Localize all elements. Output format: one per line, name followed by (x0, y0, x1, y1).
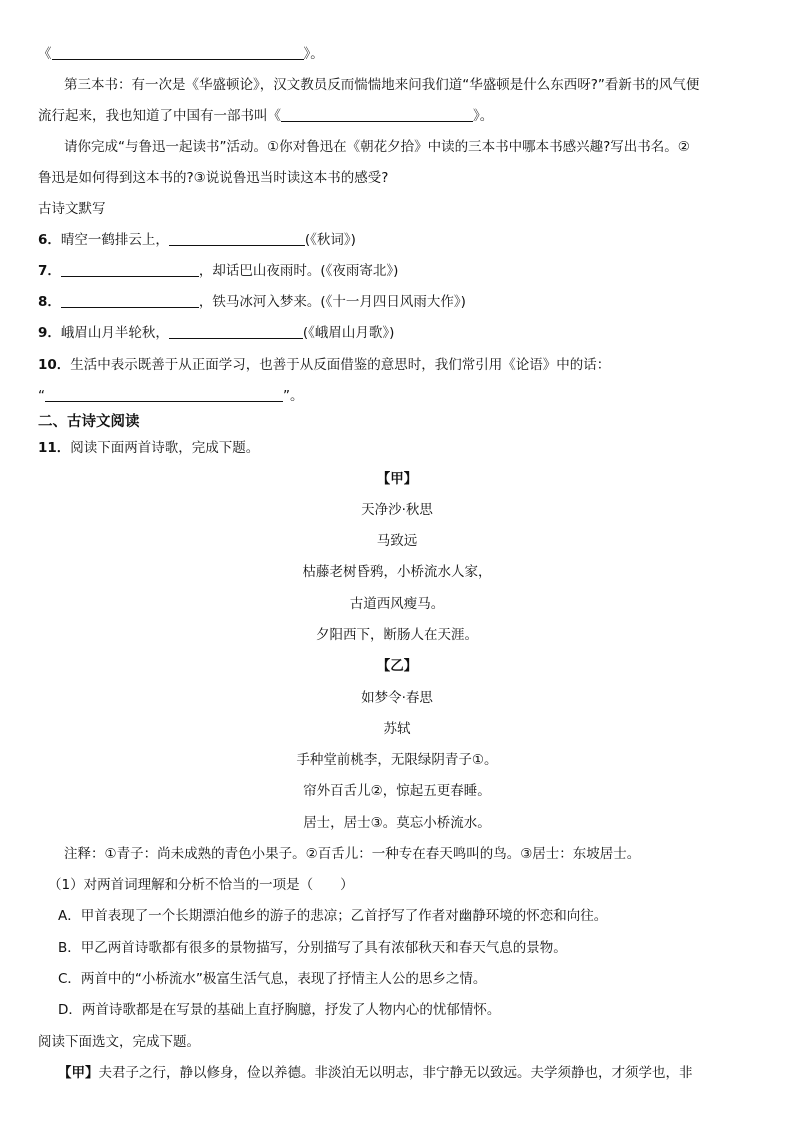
poem-jia-title: 天净沙·秋思 (361, 502, 433, 518)
reading-jia-text: 【甲】夫君子之行，静以修身，俭以养德。非淡泊无以明志，非宁静无以致远。夫学须静也，才须学也，非 (58, 1065, 693, 1081)
poem-jia-label: 【甲】 (376, 471, 418, 487)
answer-blank[interactable] (61, 293, 199, 308)
answer-blank[interactable] (61, 262, 199, 277)
option-b[interactable]: B．甲乙两首诗歌都有很多的景物描写，分别描写了具有浓郁秋天和春天气息的景物。 (58, 940, 567, 956)
book-title-blank-line: 《 》。 (38, 46, 324, 62)
poem-jia-author: 马致远 (376, 533, 418, 549)
task-text-line1: 请你完成“与鲁迅一起读书”活动。①你对鲁迅在《朝花夕拾》中读的三本书中哪本书感兴趣?写出书名。② (64, 139, 690, 155)
answer-blank[interactable] (169, 231, 305, 246)
poem-yi-title: 如梦令·春思 (361, 690, 433, 706)
poem-yi-author: 苏轼 (383, 721, 411, 737)
poem-yi-line3: 居士，居士③。莫忘小桥流水。 (303, 815, 491, 831)
question-11: 11．阅读下面两首诗歌，完成下题。 (38, 440, 260, 456)
answer-blank[interactable] (52, 45, 304, 60)
option-c[interactable]: C．两首中的“小桥流水”极富生活气息，表现了抒情主人公的思乡之情。 (58, 971, 487, 987)
section-poetry-fill: 古诗文默写 (38, 201, 106, 217)
book3-text-line2: 流行起来，我也知道了中国有一部书叫《 》。 (38, 108, 494, 124)
poem-jia-line2: 古道西风瘦马。 (349, 596, 445, 612)
poem-jia-line3: 夕阳西下，断肠人在天涯。 (316, 627, 478, 643)
task-text-line2: 鲁迅是如何得到这本书的?③说说鲁迅当时读这本书的感受? (38, 170, 389, 186)
book3-text-line1: 第三本书：有一次是《华盛顿论》，汉文教员反而惴惴地来问我们道“华盛顿是什么东西呀?”看新书的风气便 (64, 77, 700, 93)
question-9: 9．峨眉山月半轮秋， (《峨眉山月歌》) (38, 325, 395, 341)
question-6: 6．晴空一鹤排云上， (《秋词》) (38, 232, 356, 248)
answer-blank[interactable] (45, 387, 283, 402)
question-10: 10．生活中表示既善于从正面学习，也善于从反面借鉴的意思时，我们常引用《论语》中的话： (38, 357, 611, 373)
poem-jia-line1: 枯藤老树昏鸦，小桥流水人家， (302, 564, 492, 580)
poem-yi-line1: 手种堂前桃李，无限绿阴青子①。 (296, 752, 498, 768)
sub-question-stem: （1）对两首词理解和分析不恰当的一项是（ ） (48, 877, 354, 893)
answer-blank[interactable] (169, 324, 303, 339)
reading-intro: 阅读下面选文，完成下题。 (38, 1034, 200, 1050)
question-10-answer-line: “ ”。 (38, 388, 304, 404)
section-heading-2: 二、古诗文阅读 (38, 414, 140, 430)
option-d[interactable]: D．两首诗歌都是在写景的基础上直抒胸臆，抒发了人物内心的忧郁情怀。 (58, 1002, 501, 1018)
option-a[interactable]: A．甲首表现了一个长期漂泊他乡的游子的悲凉；乙首抒写了作者对幽静环境的怀恋和向往。 (58, 908, 608, 924)
poem-notes: 注释：①青子：尚未成熟的青色小果子。②百舌儿：一种专在春天鸣叫的鸟。③居士：东坡居士。 (64, 846, 641, 862)
answer-blank[interactable] (281, 107, 473, 122)
question-8: 8． ，铁马冰河入梦来。(《十一月四日风雨大作》) (38, 294, 466, 310)
poem-yi-label: 【乙】 (376, 658, 418, 674)
question-7: 7． ，却话巴山夜雨时。(《夜雨寄北》) (38, 263, 399, 279)
poem-yi-line2: 帘外百舌儿②，惊起五更春睡。 (303, 783, 491, 799)
